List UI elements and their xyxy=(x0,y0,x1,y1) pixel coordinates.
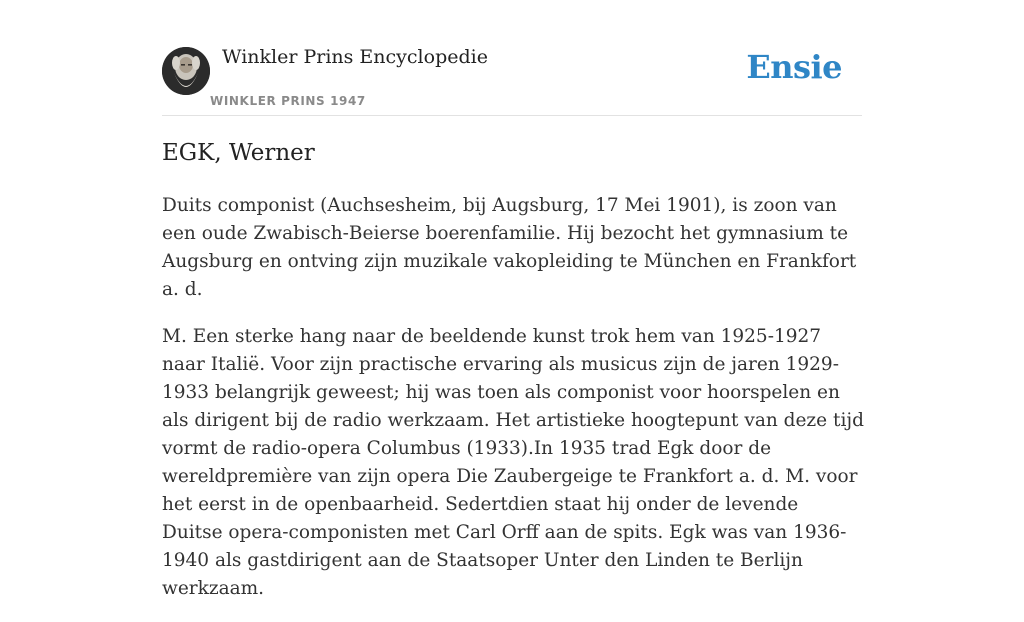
article-paragraph: M. Een sterke hang naar de beeldende kunst trok hem van 1925-1927 naar Italië. Voor zijn practische ervaring als musicus zijn de jaren 1929-1933 belangrijk geweest; hij was toen als componist voor hoorspelen en als dirigent bij de radio werkzaam. Het artistieke hoogtepunt van deze tijd vormt de radio-opera Columbus (1933).In 1935 trad Egk door de wereldpremière van zijn opera Die Zaubergeige te Frankfort a. d. M. voor het eerst in de openbaarheid. Sedertdien staat hij onder de levende Duitse opera-componisten met Carl Orff aan de spits. Egk was van 1936-1940 als gastdirigent aan de Staatsoper Unter den Linden te Berlijn werkzaam. xyxy=(162,326,864,599)
article-body xyxy=(162,192,864,622)
edition-label[interactable]: WINKLER PRINS 1947 xyxy=(210,94,366,108)
brand-logo[interactable]: Ensie xyxy=(746,48,842,86)
article-title: EGK, Werner xyxy=(162,140,315,166)
header-divider xyxy=(162,115,862,116)
article-paragraph: Duits componist (Auchsesheim, bij Augsburg, 17 Mei 1901), is zoon van een oude Zwabisch-Beierse boerenfamilie. Hij bezocht het gymnasium te Augsburg en ontving zijn muzikale vakopleiding te München en Frankfort a. d. xyxy=(162,195,857,300)
author-avatar-icon[interactable] xyxy=(162,47,210,95)
site-title[interactable]: Winkler Prins Encyclopedie xyxy=(222,46,488,68)
